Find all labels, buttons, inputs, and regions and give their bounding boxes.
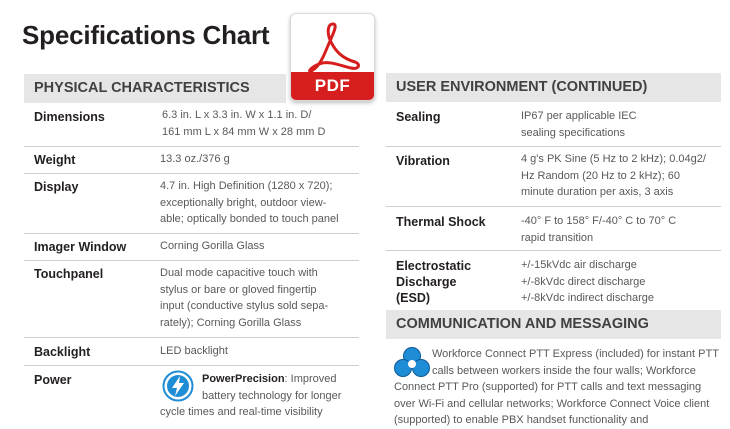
spec-value: 4.7 in. High Definition (1280 x 720); exceptionally bright, outdoor view- able; optically bonded to touch panel bbox=[160, 180, 339, 225]
spec-label: Display bbox=[34, 180, 79, 194]
spec-label: Imager Window bbox=[34, 240, 127, 254]
acrobat-pdf-icon bbox=[305, 20, 361, 72]
spec-value: 13.3 oz./376 g bbox=[160, 153, 230, 165]
spec-row-dimensions bbox=[24, 103, 359, 147]
spec-row-thermal-shock bbox=[386, 207, 721, 251]
spec-row-display bbox=[24, 174, 359, 234]
spec-value: 6.3 in. L x 3.3 in. W x 1.1 in. D/ 161 mm L x 84 mm W x 28 mm D bbox=[162, 109, 326, 138]
spec-value: -40° F to 158° F/-40° C to 70° C rapid transition bbox=[521, 215, 677, 244]
spec-label: Touchpanel bbox=[34, 267, 104, 281]
spec-row-vibration bbox=[386, 147, 721, 207]
spec-value: +/-15kVdc air discharge +/-8kVdc direct discharge +/-8kVdc indirect discharge bbox=[521, 259, 654, 304]
spec-label: Weight bbox=[34, 153, 76, 167]
pdf-label: PDF bbox=[291, 72, 374, 100]
pdf-download-button[interactable] bbox=[290, 13, 375, 101]
spec-label: Electrostatic Discharge (ESD) bbox=[396, 259, 472, 305]
communication-description: Workforce Connect PTT Express (included) for instant PTT calls between workers inside the four walls; Workforce Connect PTT Pro (supported) for PTT calls and text messaging over Wi-Fi and cellular networks; Workforce Connect Voice client (supported) to enable PBX handset functionality and bbox=[394, 348, 719, 426]
spec-value: IP67 per applicable IEC sealing specifications bbox=[521, 110, 637, 139]
spec-row-touchpanel bbox=[24, 261, 359, 338]
spec-label: Vibration bbox=[396, 154, 450, 168]
workforce-connect-icon bbox=[394, 346, 430, 378]
spec-value: PowerPrecision: Improved battery technology for longer bbox=[202, 373, 342, 402]
spec-label: Dimensions bbox=[34, 110, 105, 124]
spec-value-cont: cycle times and real-time visibility bbox=[160, 406, 323, 418]
spec-row-sealing bbox=[386, 102, 721, 147]
lightning-bolt-icon bbox=[162, 370, 194, 402]
spec-value: Dual mode capacitive touch with stylus or bare or gloved fingertip input (conductive stylus sold sepa- rately); Corning Gorilla Glass bbox=[160, 267, 329, 329]
spec-value: Corning Gorilla Glass bbox=[160, 240, 265, 252]
spec-value: 4 g's PK Sine (5 Hz to 2 kHz); 0.04g2/ Hz Random (20 Hz to 2 kHz); 60 minute duration per axis, 3 axis bbox=[521, 153, 706, 198]
section-header-user-environment: USER ENVIRONMENT (CONTINUED) bbox=[386, 73, 721, 102]
page-title: Specifications Chart bbox=[22, 20, 270, 50]
spec-label: Sealing bbox=[396, 110, 441, 124]
spec-row-imager-window bbox=[24, 234, 359, 261]
spec-row-backlight bbox=[24, 338, 359, 366]
spec-row-power bbox=[24, 366, 359, 424]
spec-row-weight bbox=[24, 147, 359, 174]
section-header-communication: COMMUNICATION AND MESSAGING bbox=[386, 310, 721, 339]
spec-label: Thermal Shock bbox=[396, 215, 486, 229]
spec-label: Power bbox=[34, 373, 72, 387]
spec-value: LED backlight bbox=[160, 345, 228, 357]
spec-label: Backlight bbox=[34, 345, 91, 359]
spec-row-esd bbox=[386, 251, 721, 309]
section-header-physical: PHYSICAL CHARACTERISTICS bbox=[24, 74, 286, 103]
power-precision-brand: PowerPrecision bbox=[202, 373, 285, 385]
